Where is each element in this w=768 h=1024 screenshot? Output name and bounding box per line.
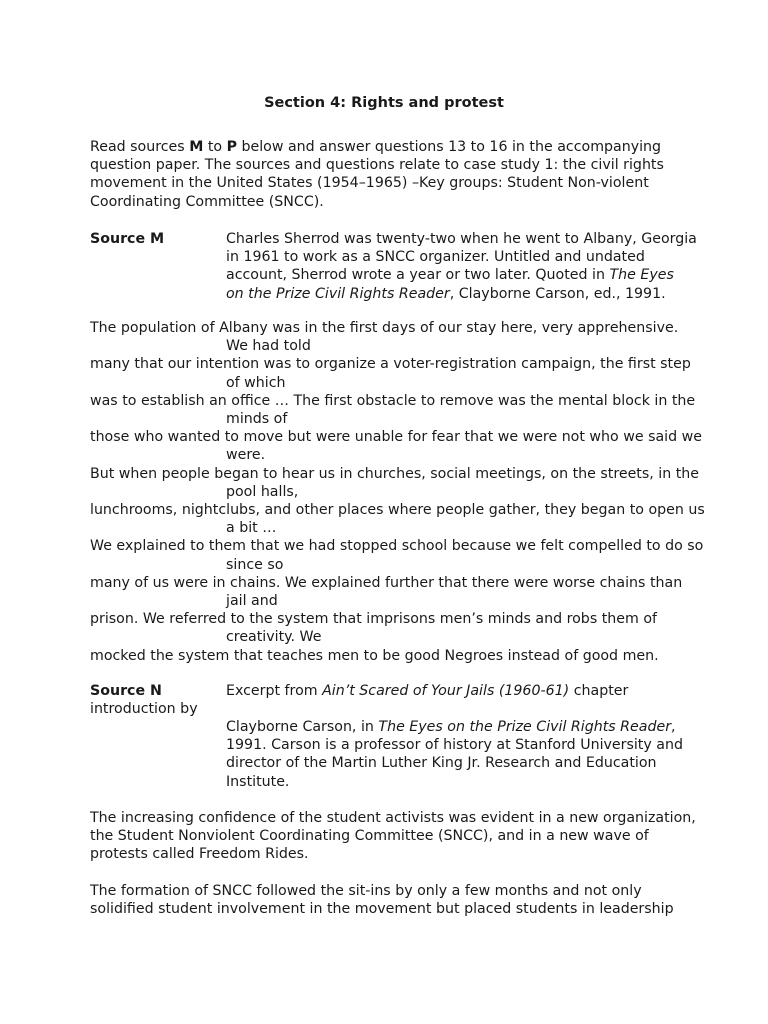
source-m-label: Source M <box>90 231 165 247</box>
quote-line: But when people began to hear us in churches, social meetings, on the streets, in the <box>90 465 700 482</box>
source-n-description-line-2: introduction by <box>90 701 198 717</box>
intro-line-2: question paper. The sources and questions relate to case study 1: the civil rights <box>90 157 664 174</box>
body-paragraph-1: The increasing confidence of the student activists was evident in a new organization, the Student Nonviolent Coordinating Committee (SNCC), and in a new wave of protests called Freedom Rides. <box>90 810 696 863</box>
quote-line: We explained to them that we had stopped school because we felt compelled to do so <box>90 538 704 555</box>
quote-line: jail and <box>226 593 278 610</box>
quote-line: lunchrooms, nightclubs, and other places where people gather, they began to open us <box>90 502 705 519</box>
quote-line: The population of Albany was in the first days of our stay here, very apprehensive. <box>90 320 679 336</box>
intro-line-3: movement in the United States (1954–1965) –Key groups: Student Non-violent <box>90 175 649 192</box>
source-n-label: Source N <box>90 683 162 699</box>
source-n-header <box>90 682 690 718</box>
quote-line: since so <box>226 556 284 573</box>
quote-line: those who wanted to move but were unable for fear that we were not who we said we <box>90 429 702 446</box>
quote-line: We had told <box>226 338 311 355</box>
intro-paragraph <box>90 138 690 211</box>
quote-line: of which <box>226 374 286 391</box>
quote-line: a bit … <box>226 520 277 537</box>
intro-line-1: Read sources M to P below and answer questions 13 to 16 in the accompanying <box>90 139 662 155</box>
source-n-description-rest: Clayborne Carson, in The Eyes on the Prize Civil Rights Reader, 1991. Carson is a professor of history at Stanford University and director of the Martin Luther King Jr. Research and Education Institute. <box>226 719 683 790</box>
quote-line: were. <box>226 447 266 464</box>
source-m-header <box>90 230 697 310</box>
quote-line: was to establish an office … The first obstacle to remove was the mental block in the <box>90 392 696 409</box>
quote-line: mocked the system that teaches men to be good Negroes instead of good men. <box>90 647 659 664</box>
quote-line: many that our intention was to organize a voter-registration campaign, the first step <box>90 356 691 373</box>
quote-line: pool halls, <box>226 483 299 500</box>
source-n-description-line-1: Excerpt from Ain’t Scared of Your Jails (1960-61) chapter <box>226 683 629 699</box>
source-m-description: Charles Sherrod was twenty-two when he went to Albany, Georgia in 1961 to work as a SNCC organizer. Untitled and undated account, Sherrod wrote a year or two later. Quoted in The Eyes on the Prize Civil Rights Reader, Clayborne Carson, ed., 1991. <box>226 231 697 302</box>
quote-line: minds of <box>226 411 288 428</box>
source-p-ref: P <box>226 139 237 155</box>
quote-line: creativity. We <box>226 629 322 646</box>
source-m-ref: M <box>189 139 204 155</box>
intro-line-4: Coordinating Committee (SNCC). <box>90 193 324 210</box>
body-paragraph-2: The formation of SNCC followed the sit-ins by only a few months and not only solidified student involvement in the movement but placed students in leadership <box>90 883 674 918</box>
source-m-quote <box>90 319 705 665</box>
quote-line: many of us were in chains. We explained further that there were worse chains than <box>90 574 683 591</box>
section-title: Section 4: Rights and protest <box>264 95 504 111</box>
quote-line: prison. We referred to the system that imprisons men’s minds and robs them of <box>90 611 658 628</box>
